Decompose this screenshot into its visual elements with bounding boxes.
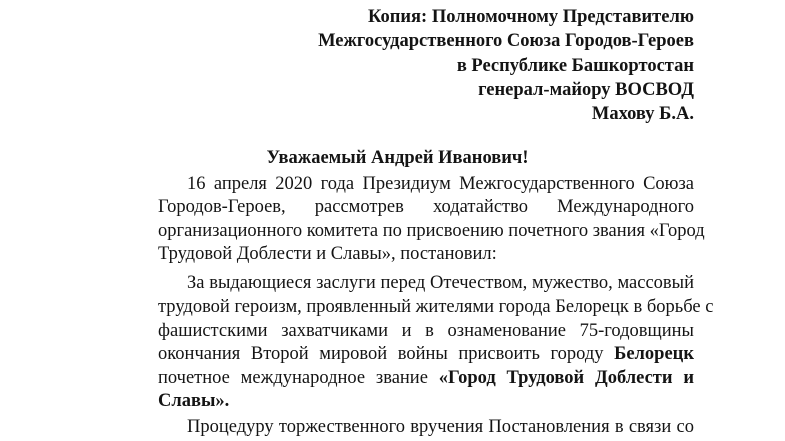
paragraph-2-line-5 <box>158 367 694 389</box>
greeting: Уважаемый Андрей Иванович! <box>266 148 529 168</box>
recipient-line-3: в Республике Башкортостан <box>456 56 694 76</box>
paragraph-2-line-4 <box>158 343 694 365</box>
paragraph-1-line-3: организационного комитета по присвоению почетного звания «Город <box>158 221 705 241</box>
paragraph-2-line-2: трудовой героизм, проявленный жителями города Белорецк в борьбе с <box>158 297 714 317</box>
paragraph-3-line-1: Процедуру торжественного вручения Постановления в связи со <box>187 417 694 437</box>
honorary-title-part-2: Славы». <box>158 391 230 411</box>
recipient-line-2: Межгосударственного Союза Городов-Героев <box>318 31 694 51</box>
paragraph-2-line-5-text: почетное международное звание <box>158 368 428 388</box>
paragraph-1-line-2: Городов-Героев, рассмотрев ходатайство Международного <box>158 197 694 217</box>
recipient-line-1: Копия: Полномочному Представителю <box>367 7 694 27</box>
paragraph-2-line-4-text: окончания Второй мировой войны присвоить городу <box>158 344 604 364</box>
paragraph-2-line-3: фашистскими захватчиками и в ознаменование 75-годовщины <box>158 321 694 341</box>
city-name: Белорецк <box>614 344 694 364</box>
paragraph-1-line-1: 16 апреля 2020 года Президиум Межгосударственного Союза <box>187 174 694 194</box>
honorary-title-part-1: «Город Трудовой Доблести и <box>438 368 694 388</box>
paragraph-1-line-4: Трудовой Доблести и Славы», постановил: <box>158 244 497 264</box>
recipient-line-4: генерал-майору ВОСВОД <box>478 80 694 100</box>
recipient-line-5: Махову Б.А. <box>591 104 694 124</box>
paragraph-2-line-1: За выдающиеся заслуги перед Отечеством, мужество, массовый <box>187 273 694 293</box>
